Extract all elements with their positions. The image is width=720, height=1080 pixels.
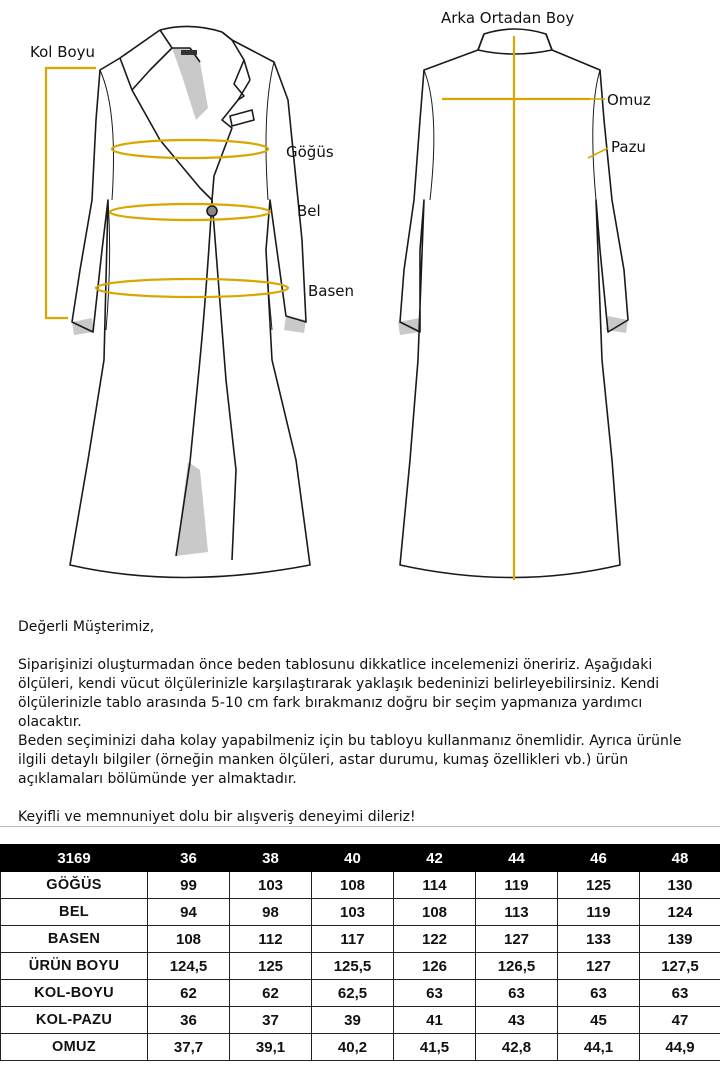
table-cell: 42,8 [476, 1034, 558, 1061]
label-sleeve-length: Kol Boyu [30, 43, 96, 61]
table-cell: 127 [476, 926, 558, 953]
row-label: BASEN [1, 926, 148, 953]
divider [0, 826, 720, 827]
header-size: 44 [476, 845, 558, 872]
sleeve-length-line [46, 68, 96, 318]
label-chest: Göğüs [286, 143, 334, 161]
table-cell: 62 [230, 980, 312, 1007]
row-label: ÜRÜN BOYU [1, 953, 148, 980]
header-size: 38 [230, 845, 312, 872]
header-model-code: 3169 [1, 845, 148, 872]
table-row [1, 899, 720, 926]
customer-notice [18, 618, 708, 827]
table-cell: 37 [230, 1007, 312, 1034]
row-label: KOL-BOYU [1, 980, 148, 1007]
chest-measure-ellipse [112, 140, 268, 158]
table-cell: 127 [558, 953, 640, 980]
table-cell: 37,7 [148, 1034, 230, 1061]
table-cell: 41,5 [394, 1034, 476, 1061]
row-label: KOL-PAZU [1, 1007, 148, 1034]
label-bicep: Pazu [611, 138, 646, 156]
table-cell: 124 [640, 899, 720, 926]
notice-paragraph-2: Beden seçiminizi daha kolay yapabilmeniz için bu tabloyu kullanmanız önemlidir. Ayrıca ürünle ilgili detaylı bilgiler (örneğin manken ölçüleri, astar durumu, kumaş özellikleri vb.) ürün açıklamaları bölümünde yer almaktadır. [18, 733, 682, 787]
table-cell: 125 [558, 872, 640, 899]
table-cell: 36 [148, 1007, 230, 1034]
table-cell: 126 [394, 953, 476, 980]
header-size: 40 [312, 845, 394, 872]
table-cell: 44,1 [558, 1034, 640, 1061]
table-cell: 45 [558, 1007, 640, 1034]
table-cell: 108 [394, 899, 476, 926]
table-cell: 39 [312, 1007, 394, 1034]
label-hip: Basen [308, 282, 355, 300]
table-cell: 103 [230, 872, 312, 899]
table-cell: 112 [230, 926, 312, 953]
table-cell: 62,5 [312, 980, 394, 1007]
label-waist: Bel [297, 202, 321, 220]
bicep-pointer-line [588, 148, 608, 158]
table-cell: 119 [476, 872, 558, 899]
table-row [1, 872, 720, 899]
label-back-length: Arka Ortadan Boy [441, 9, 575, 27]
table-cell: 133 [558, 926, 640, 953]
row-label: GÖĞÜS [1, 872, 148, 899]
table-row [1, 953, 720, 980]
header-size: 36 [148, 845, 230, 872]
table-cell: 127,5 [640, 953, 720, 980]
header-size: 46 [558, 845, 640, 872]
table-cell: 113 [476, 899, 558, 926]
waist-measure-ellipse [110, 204, 270, 220]
label-shoulder: Omuz [607, 91, 651, 109]
closing-text: Keyifli ve memnuniyet dolu bir alışveriş deneyimi dileriz! [18, 809, 416, 825]
table-cell: 108 [312, 872, 394, 899]
table-cell: 130 [640, 872, 720, 899]
table-cell: 43 [476, 1007, 558, 1034]
table-cell: 124,5 [148, 953, 230, 980]
header-size: 42 [394, 845, 476, 872]
table-cell: 63 [640, 980, 720, 1007]
table-header-row [1, 845, 720, 872]
table-cell: 122 [394, 926, 476, 953]
table-cell: 41 [394, 1007, 476, 1034]
table-cell: 108 [148, 926, 230, 953]
table-cell: 119 [558, 899, 640, 926]
table-row [1, 1007, 720, 1034]
table-cell: 103 [312, 899, 394, 926]
table-row [1, 980, 720, 1007]
table-cell: 47 [640, 1007, 720, 1034]
table-cell: 39,1 [230, 1034, 312, 1061]
table-cell: 117 [312, 926, 394, 953]
table-cell: 99 [148, 872, 230, 899]
table-cell: 98 [230, 899, 312, 926]
greeting-text: Değerli Müşterimiz, [18, 619, 155, 635]
back-measurement-marks [442, 36, 608, 580]
table-cell: 139 [640, 926, 720, 953]
size-chart-table [0, 844, 720, 1061]
header-size: 48 [640, 845, 720, 872]
row-label: OMUZ [1, 1034, 148, 1061]
table-cell: 63 [558, 980, 640, 1007]
table-cell: 62 [148, 980, 230, 1007]
table-cell: 94 [148, 899, 230, 926]
table-cell: 126,5 [476, 953, 558, 980]
notice-paragraph-1: Siparişinizi oluşturmadan önce beden tablosunu dikkatlice incelemenizi öneririz. Aşağıdaki ölçüleri, kendi vücut ölçülerinizle karşılaştırarak yaklaşık bedeninizi belirleyebilirsiniz. Kendi ölçülerinizle tablo arasında 5-10 cm fark bırakmanız doğru bir seçim yapmanıza yardımcı olacaktır. [18, 657, 660, 730]
table-cell: 44,9 [640, 1034, 720, 1061]
table-row [1, 926, 720, 953]
table-cell: 40,2 [312, 1034, 394, 1061]
hip-measure-ellipse [96, 279, 288, 297]
table-cell: 63 [476, 980, 558, 1007]
table-cell: 125 [230, 953, 312, 980]
row-label: BEL [1, 899, 148, 926]
table-cell: 63 [394, 980, 476, 1007]
front-coat-drawing [70, 26, 310, 577]
front-measurement-marks [46, 68, 288, 318]
table-row [1, 1034, 720, 1061]
table-cell: 114 [394, 872, 476, 899]
table-cell: 125,5 [312, 953, 394, 980]
